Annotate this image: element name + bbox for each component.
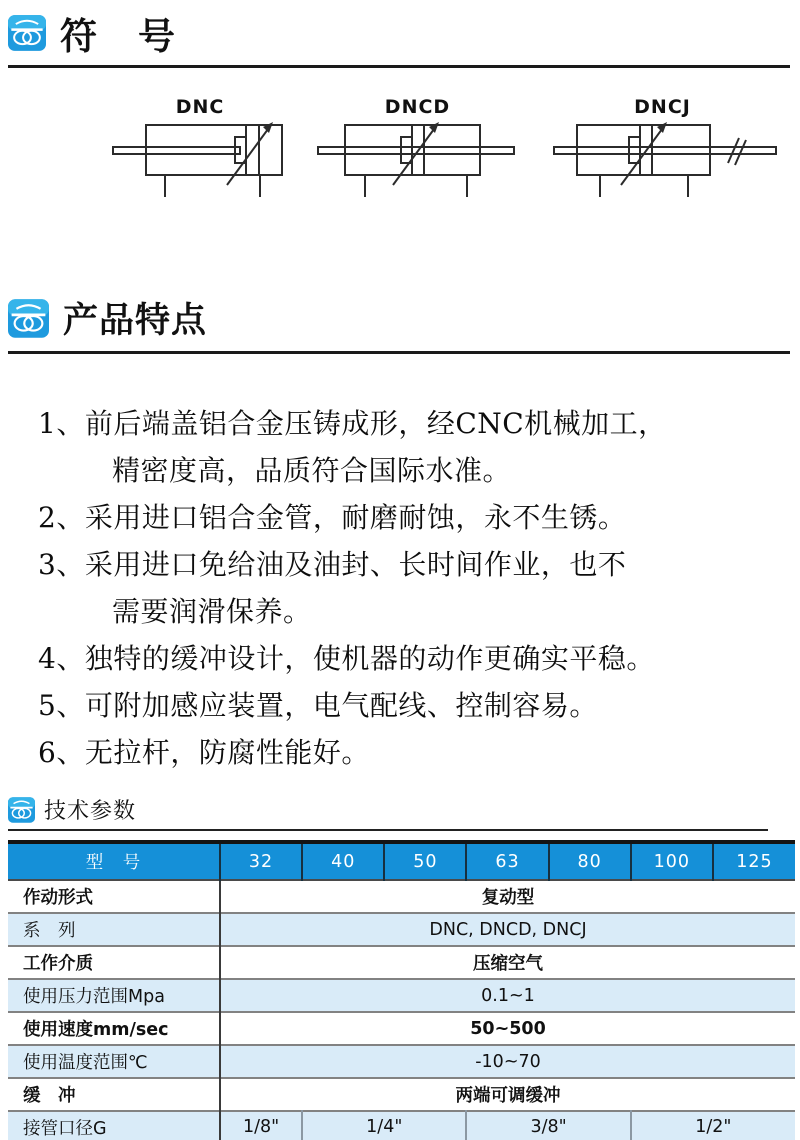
feature-item-wrap: 精密度高，品质符合国际水准。 [112, 454, 512, 487]
table-row [8, 1045, 795, 1078]
cylinder-symbol-dncj-icon [545, 121, 780, 201]
row-value: 压缩空气 [473, 954, 543, 974]
feature-item: 2、采用进口铝合金管，耐磨耐蚀，永不生锈。 [38, 501, 627, 534]
symbol-diagrams [0, 96, 800, 231]
port-size-value: 1/2" [631, 1111, 795, 1140]
specs-title: 技术参数 [44, 799, 137, 824]
port-size-value: 1/4" [302, 1111, 466, 1140]
size-header-cell: 100 [631, 842, 713, 880]
feature-item: 3、采用进口免给油及油封、长时间作业，也不 [38, 548, 627, 581]
spec-table-header-row [8, 842, 795, 880]
port-size-value: 1/8" [242, 1117, 280, 1138]
feature-item: 5、可附加感应装置，电气配线、控制容易。 [38, 689, 598, 722]
table-row [8, 880, 795, 913]
diagram-dnc-label: DNC [175, 96, 225, 118]
port-size-value: 3/8" [466, 1111, 630, 1140]
size-header-cell: 63 [466, 842, 548, 880]
size-header-cell: 125 [713, 842, 795, 880]
size-header-cell: 50 [384, 842, 466, 880]
page-title: 符 号 [60, 14, 177, 58]
size-header-cell: 32 [220, 842, 302, 880]
cylinder-symbol-dncd-icon [315, 121, 520, 201]
table-row [8, 1012, 795, 1045]
table-row [8, 913, 795, 946]
model-header-cell: 型 号 [8, 842, 220, 880]
cylinder-symbol-dnc-icon [105, 121, 295, 201]
row-label: 使用速度mm/sec [8, 1012, 220, 1045]
diagram-dncd-label: DNCD [384, 96, 451, 118]
row-label: 使用压力范围Mpa [8, 979, 220, 1012]
brand-icon [8, 797, 35, 823]
brand-icon [8, 15, 46, 51]
table-row [8, 946, 795, 979]
table-row [8, 1078, 795, 1111]
diagram-dncj [545, 96, 780, 201]
row-value: 0.1~1 [481, 985, 535, 1006]
row-value: DNC, DNCD, DNCJ [429, 919, 587, 940]
brand-icon [8, 299, 49, 338]
diagram-dncd [315, 96, 520, 201]
table-row [8, 979, 795, 1012]
symbol-section-header [8, 0, 790, 68]
feature-item: 4、独特的缓冲设计，使机器的动作更确实平稳。 [38, 642, 655, 675]
row-label: 系 列 [8, 913, 220, 946]
size-header-cell: 80 [549, 842, 631, 880]
features-section-header [8, 289, 790, 354]
features-title: 产品特点 [63, 300, 208, 341]
feature-item: 6、无拉杆，防腐性能好。 [38, 736, 370, 769]
specs-section-header [8, 792, 768, 831]
row-value: 两端可调缓冲 [455, 1086, 561, 1106]
row-value: 复动型 [481, 888, 535, 908]
feature-list [0, 400, 800, 776]
row-label: 使用温度范围℃ [8, 1045, 220, 1078]
feature-item: 1、前后端盖铝合金压铸成形，经CNC机械加工， [38, 407, 667, 440]
row-label: 工作介质 [8, 946, 220, 979]
row-value: -10~70 [475, 1051, 541, 1072]
row-label: 作动形式 [8, 880, 220, 913]
size-header-cell: 40 [302, 842, 384, 880]
feature-item-wrap: 需要润滑保养。 [112, 595, 312, 628]
spec-table [8, 840, 795, 1140]
row-label: 缓 冲 [8, 1078, 220, 1111]
diagram-dncj-label: DNCJ [634, 96, 691, 118]
row-value: 50~500 [470, 1018, 546, 1039]
table-row-port-size [8, 1111, 795, 1140]
row-label: 接管口径G [8, 1111, 220, 1140]
diagram-dnc [105, 96, 295, 201]
